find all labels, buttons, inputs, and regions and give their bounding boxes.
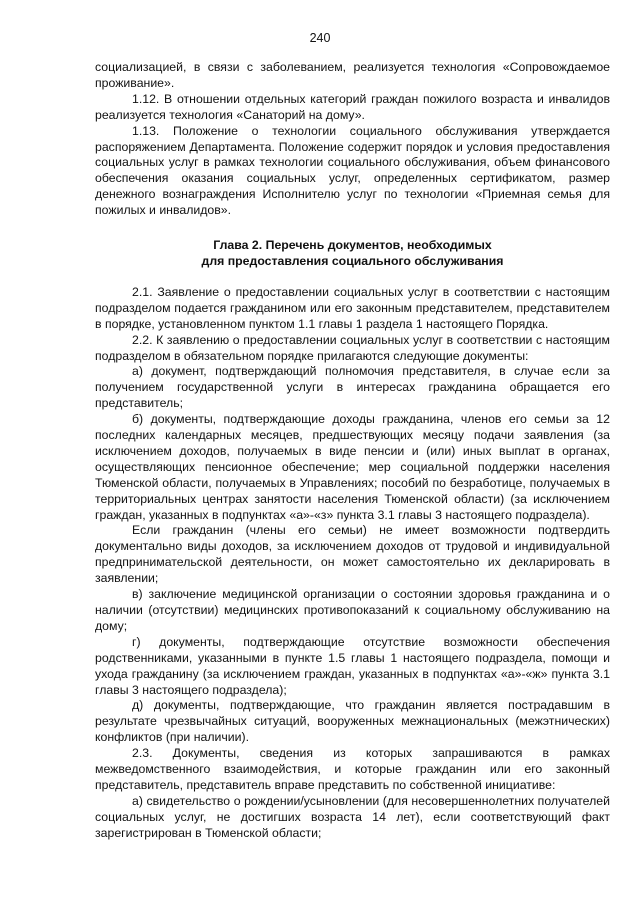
paragraph: д) документы, подтверждающие, что гражданин является пострадавшим в результате чрезвычайных ситуаций, вооруженных межнациональных (межэтнических) конфликтов (при наличии). [95, 698, 610, 745]
chapter-heading-line-2: для предоставления социального обслуживания [201, 253, 504, 268]
page-number: 240 [309, 31, 331, 45]
intro-paragraphs [95, 60, 610, 219]
paragraph: а) свидетельство о рождении/усыновлении (для несовершеннолетних получателей социальных услуг, не достигших возраста 14 лет), если соответствующий факт зарегистрирован в Тюменской области; [95, 793, 610, 840]
chapter-heading [95, 238, 610, 270]
paragraph: 2.2. К заявлению о предоставлении социальных услуг в соответствии с настоящим подразделом в обязательном порядке прилагаются следующие документы: [95, 332, 610, 363]
paragraph: а) документ, подтверждающий полномочия представителя, в случае если за получением государственной услуги в интересах гражданина обращается его представитель; [95, 364, 610, 411]
paragraph: г) документы, подтверждающие отсутствие возможности обеспечения родственниками, указанными в пункте 1.5 главы 1 настоящего подраздела, помощи и ухода гражданину (за исключением граждан, указанных в подпунктах «а»-«ж» пункта 3.1 главы 3 настоящего подраздела); [95, 634, 610, 697]
paragraph: 2.3. Документы, сведения из которых запрашиваются в рамках межведомственного взаимодействия, и которые гражданин или его законный представитель, представитель вправе представить по собственной инициативе: [95, 746, 610, 792]
chapter-paragraphs [95, 285, 610, 842]
paragraph: 1.12. В отношении отдельных категорий граждан пожилого возраста и инвалидов реализуется технология «Санаторий на дому». [95, 91, 610, 122]
chapter-heading-line-1: Глава 2. Перечень документов, необходимых [213, 238, 492, 253]
paragraph: б) документы, подтверждающие доходы гражданина, членов его семьи за 12 последних календарных месяцев, предшествующих месяцу подачи заявления (за исключением доходов, получаемых в виде пенсии и (или) иных выплат в органах, осуществляющих пенсионное обеспечение; мер социальной поддержки населения Тюменской области, получаемых в Управлениях; пособий по безработице, получаемых в территориальных центрах занятости населения Тюменской области) (за исключением граждан, указанных в подпунктах «а»-«з» пункта 3.1 главы 3 настоящего подраздела). [95, 412, 610, 522]
paragraph: в) заключение медицинской организации о состоянии здоровья гражданина и о наличии (отсутствии) медицинских противопоказаний к социальному обслуживанию на дому; [95, 587, 610, 633]
paragraph: Если гражданин (члены его семьи) не имеет возможности подтвердить документально виды доходов, за исключением доходов от трудовой и индивидуальной предпринимательской деятельности, он может самостоятельно их декларировать в заявлении; [95, 523, 610, 586]
paragraph: 1.13. Положение о технологии социального обслуживания утверждается распоряжением Департамента. Положение содержит порядок и условия предоставления социальных услуг в рамках технологии социального обслуживания, объем финансового обеспечения оказания социальных услуг, определенных сертификатом, размер денежного вознаграждения Исполнителю услуг по технологии «Приемная семья для пожилых и инвалидов». [95, 123, 610, 218]
paragraph: социализацией, в связи с заболеванием, реализуется технология «Сопровождаемое проживание». [95, 60, 610, 90]
document-body [95, 60, 610, 842]
paragraph: 2.1. Заявление о предоставлении социальных услуг в соответствии с настоящим подразделом подается гражданином или его законным представителем, представителем в порядке, установленном пунктом 1.1 главы 1 раздела 1 настоящего Порядка. [95, 284, 610, 331]
